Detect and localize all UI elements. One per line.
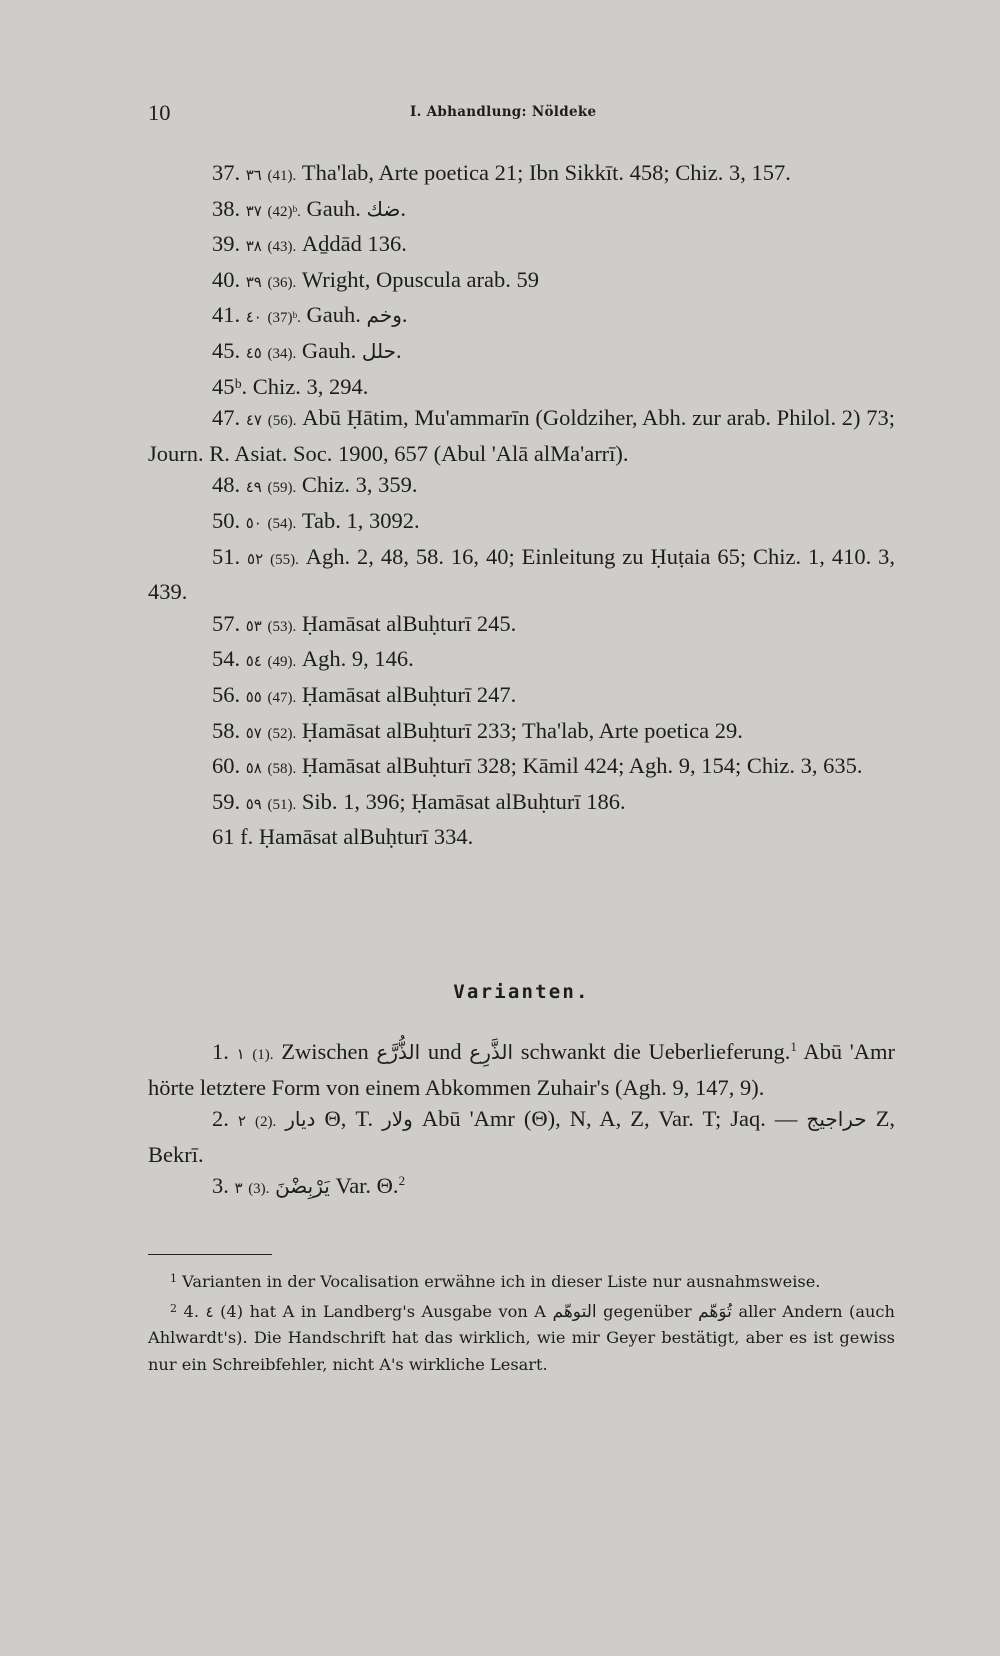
list-item: 41. ٤٠ (37)ᵇ. Gauh. وخم. (212, 302, 408, 328)
list-item: 2. ٢ (2). ديار Θ, T. ولار Abū 'Amr (Θ), N, A, Z, Var. T; Jaq. — حراجيج Z, Bekrī. (148, 1106, 896, 1167)
footnotes (148, 1266, 895, 1378)
list-item: 3. ٣ (3). يَرْبِضْنَ Var. Θ.$^2$ (212, 1173, 406, 1199)
list-item: 58. ٥٧ (52). Ḥamāsat alBuḥturī 233; Tha'lab, Arte poetica 29. (212, 717, 743, 743)
list-item: 38. ٣٧ (42)ᵇ. Gauh. ضك. (212, 195, 406, 221)
footnote-ref[interactable]: 1 (790, 1039, 797, 1054)
list-item: 48. ٤٩ (59). Chiz. 3, 359. (212, 472, 418, 498)
footnote-ref[interactable]: 2 (398, 1173, 406, 1189)
list-item: 54. ٥٤ (49). Agh. 9, 146. (212, 646, 414, 672)
list-item: 40. ٣٩ (36). Wright, Opuscula arab. 59 (212, 266, 540, 292)
footnote: $^1$ Varianten in der Vocalisation erwähne ich in dieser Liste nur ausnahmsweise. (170, 1272, 821, 1291)
list-item: 37. ٣٦ (41). Tha'lab, Arte poetica 21; Ibn Sikkīt. 458; Chiz. 3, 157. (212, 160, 791, 185)
list-item: 56. ٥٥ (47). Ḥamāsat alBuḥturī 247. (212, 681, 517, 707)
list-item: 60. ٥٨ (58). Ḥamāsat alBuḥturī 328; Kāmil 424; Agh. 9, 154; Chiz. 3, 635. (212, 753, 863, 779)
list-item: 1. ١ (1). Zwischen الذُّرَّع und الذَّرِع schwankt die Ueberlieferung.$^1$ Abū 'Amr hörte letztere Form von einem Abkommen Zuhair's (Agh. 9, 147, 9). (148, 1039, 896, 1100)
list-item: 39. ٣٨ (43). Aḏdād 136. (212, 231, 407, 257)
list-item: 45. ٤٥ (34). Gauh. حلل. (212, 337, 402, 363)
list-item: 57. ٥٣ (53). Ḥamāsat alBuḥturī 245. (212, 610, 517, 636)
page-number: 10 (148, 100, 171, 125)
list-item: 50. ٥٠ (54). Tab. 1, 3092. (212, 507, 420, 533)
list-item: 59. ٥٩ (51). Sib. 1, 396; Ḥamāsat alBuḥturī 186. (212, 788, 626, 814)
reference-list (148, 157, 895, 853)
list-item: 61 f. Ḥamāsat alBuḥturī 334. (212, 824, 474, 850)
footnote: $^2$ 4. ٤ (4) hat A in Landberg's Ausgabe von A التوهّم gegenüber تُوَهّم aller Andern (auch Ahlwardt's). Die Handschrift hat das wirklich, wie mir Geyer bestätigt, aber es ist gewiss nur ein Schreibfehler, nicht A's wirkliche Lesart. (148, 1301, 895, 1374)
running-title: I. Abhandlung: Nöldeke (410, 104, 597, 120)
footnote-divider (148, 1254, 272, 1255)
variants-list (148, 1036, 895, 1206)
list-item: 51. ٥٢ (55). Agh. 2, 48, 58. 16, 40; Einleitung zu Ḥuṭaia 65; Chiz. 1, 410. 3, 439. (148, 543, 896, 605)
list-item: 47. ٤٧ (56). Abū Ḥātim, Mu'ammarīn (Goldziher, Abh. zur arab. Philol. 2) 73; Journ. R. Asiat. Soc. 1900, 657 (Abul 'Alā alMa'arrī). (148, 405, 896, 466)
list-item: 45ᵇ. Chiz. 3, 294. (212, 373, 369, 399)
section-heading: Varianten. (453, 981, 590, 1003)
page-header (148, 100, 895, 130)
